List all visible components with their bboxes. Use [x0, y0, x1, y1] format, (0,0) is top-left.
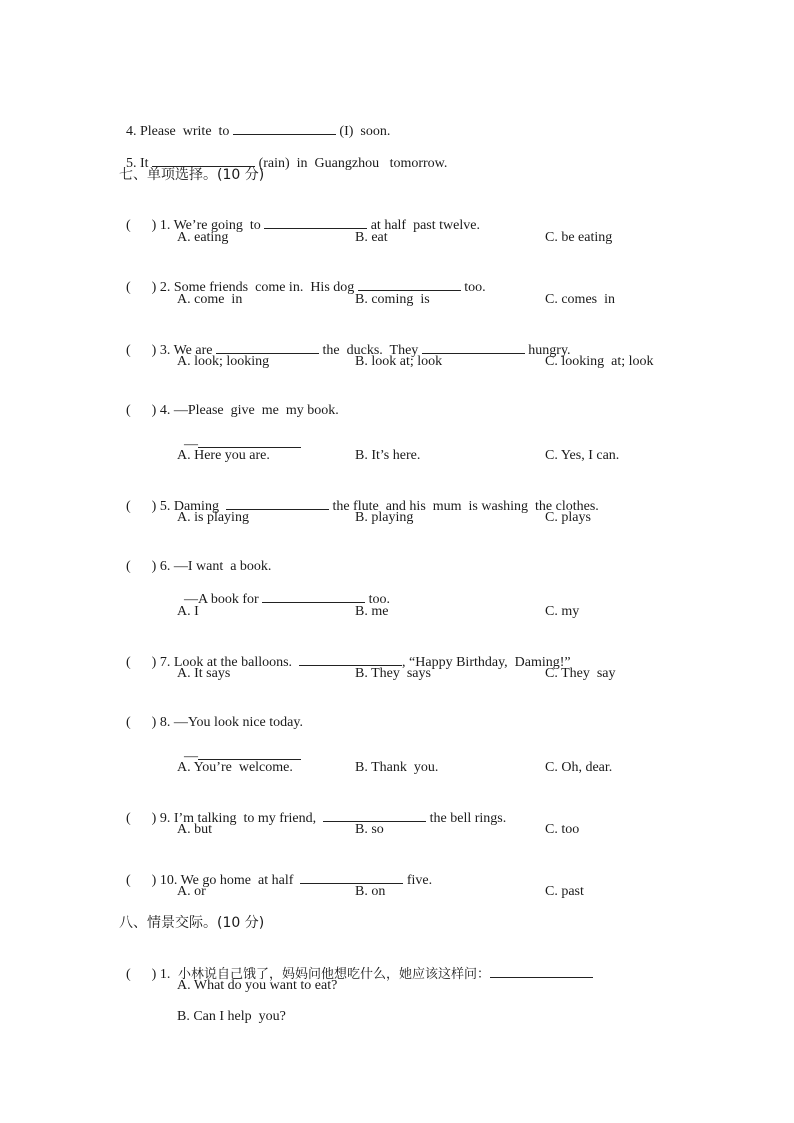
fill-item-text: 4. Please write to — [126, 124, 233, 139]
answer-paren[interactable]: ( — [126, 403, 152, 418]
option-a[interactable]: A. but — [177, 822, 212, 837]
option-c[interactable]: C. Oh, dear. — [545, 760, 613, 775]
option-b[interactable]: B. look at; look — [355, 354, 443, 369]
question-text: Look at the balloons. — [173, 655, 300, 670]
section-heading: 七、单项选择。(10 分) — [119, 167, 265, 183]
option-b[interactable]: B. coming is — [355, 292, 430, 307]
option-b[interactable]: B. It’s here. — [355, 448, 421, 463]
answer-paren[interactable]: ( — [126, 499, 152, 514]
answer-blank[interactable] — [299, 652, 402, 666]
reply-dash: — — [184, 749, 198, 764]
question-text: too. — [460, 280, 486, 295]
question-4 — [119, 384, 339, 420]
option-c[interactable]: C. my — [545, 604, 580, 619]
question-number: ) 5. — [151, 499, 174, 514]
option-c[interactable]: C. past — [545, 884, 584, 899]
answer-paren[interactable]: ( — [126, 873, 152, 888]
option-a[interactable]: A. Here you are. — [177, 448, 270, 463]
reply-text: too. — [365, 592, 391, 607]
answer-blank[interactable] — [233, 121, 336, 135]
question-text: , “Happy Birthday, Daming!” — [402, 655, 571, 670]
option-a[interactable]: A. You’re welcome. — [177, 760, 293, 775]
question-text: the flute and his mum is washing the clothes. — [328, 499, 599, 514]
fill-item-text: 5. It — [126, 156, 153, 171]
question-text: hungry. — [524, 343, 571, 358]
option-c[interactable]: C. comes in — [545, 292, 615, 307]
answer-paren[interactable]: ( — [126, 343, 152, 358]
question-1 — [119, 197, 480, 235]
question-text: five. — [403, 873, 433, 888]
question-number: ) 6. — [151, 559, 174, 574]
question-number: ) 2. — [151, 280, 174, 295]
answer-paren[interactable]: ( — [126, 811, 152, 826]
question-number: ) 10. — [151, 873, 181, 888]
answer-blank[interactable] — [323, 808, 426, 822]
answer-blank[interactable] — [358, 277, 461, 291]
question-text: 小林说自己饿了，妈妈问他想吃什么，她应该这样问： — [173, 967, 490, 982]
question-text: I’m talking to my friend, — [173, 811, 324, 826]
question-text: the ducks. They — [319, 343, 422, 358]
answer-paren[interactable]: ( — [126, 559, 152, 574]
question-number: ) 7. — [151, 655, 174, 670]
answer-paren[interactable]: ( — [126, 715, 152, 730]
answer-paren[interactable]: ( — [126, 967, 152, 982]
option-b[interactable]: B. Thank you. — [355, 760, 439, 775]
answer-blank[interactable] — [152, 153, 255, 167]
question-number: ) 1. — [151, 218, 174, 233]
option-c[interactable]: C. be eating — [545, 230, 613, 245]
option-c[interactable]: C. too — [545, 822, 580, 837]
question-number: ) 8. — [151, 715, 174, 730]
answer-blank[interactable] — [422, 340, 525, 354]
question-number: ) 4. — [151, 403, 174, 418]
question-text: —I want a book. — [173, 559, 272, 574]
option-a[interactable]: A. I — [177, 604, 199, 619]
answer-paren[interactable]: ( — [126, 280, 152, 295]
question-text: —Please give me my book. — [173, 403, 339, 418]
question-number: ) 1. — [151, 967, 174, 982]
option-b[interactable]: B. They says — [355, 666, 431, 681]
option-a[interactable]: A. come in — [177, 292, 243, 307]
option-c[interactable]: C. Yes, I can. — [545, 448, 620, 463]
option-c[interactable]: C. They say — [545, 666, 616, 681]
question-text: Daming — [173, 499, 226, 514]
question-text: at half past twelve. — [367, 218, 480, 233]
option-b[interactable]: B. Can I help you? — [177, 1009, 286, 1024]
fill-item-text: (rain) in Guangzhou tomorrow. — [255, 156, 448, 171]
option-b[interactable]: B. eat — [355, 230, 388, 245]
answer-paren[interactable]: ( — [126, 655, 152, 670]
answer-blank[interactable] — [216, 340, 319, 354]
question-text: the bell rings. — [426, 811, 507, 826]
fill-item-text: (I) soon. — [335, 124, 391, 139]
question-number: ) 9. — [151, 811, 174, 826]
answer-blank[interactable] — [264, 215, 367, 229]
option-a[interactable]: A. eating — [177, 230, 229, 245]
option-a[interactable]: A. or — [177, 884, 206, 899]
reply-text: —A book for — [184, 592, 263, 607]
question-text: We are — [173, 343, 216, 358]
option-b[interactable]: B. so — [355, 822, 384, 837]
option-a[interactable]: A. It says — [177, 666, 231, 681]
option-a[interactable]: A. What do you want to eat? — [177, 978, 338, 993]
question-text: —You look nice today. — [173, 715, 303, 730]
option-c[interactable]: C. looking at; look — [545, 354, 654, 369]
option-b[interactable]: B. playing — [355, 510, 414, 525]
answer-blank[interactable] — [300, 870, 403, 884]
question-number: ) 3. — [151, 343, 174, 358]
question-2 — [119, 259, 486, 297]
answer-blank[interactable] — [490, 964, 593, 978]
question-text: We go home at half — [180, 873, 301, 888]
reply-dash: — — [184, 437, 198, 452]
question-text: We’re going to — [173, 218, 265, 233]
answer-blank[interactable] — [198, 434, 301, 448]
answer-blank[interactable] — [226, 496, 329, 510]
option-a[interactable]: A. look; looking — [177, 354, 270, 369]
option-b[interactable]: B. on — [355, 884, 386, 899]
answer-blank[interactable] — [198, 746, 301, 760]
option-c[interactable]: C. plays — [545, 510, 591, 525]
answer-blank[interactable] — [262, 589, 365, 603]
option-a[interactable]: A. is playing — [177, 510, 249, 525]
question-text: Some friends come in. His dog — [173, 280, 358, 295]
question-8 — [119, 696, 303, 732]
section-heading: 八、情景交际。(10 分) — [119, 915, 265, 931]
answer-paren[interactable]: ( — [126, 218, 152, 233]
option-b[interactable]: B. me — [355, 604, 389, 619]
